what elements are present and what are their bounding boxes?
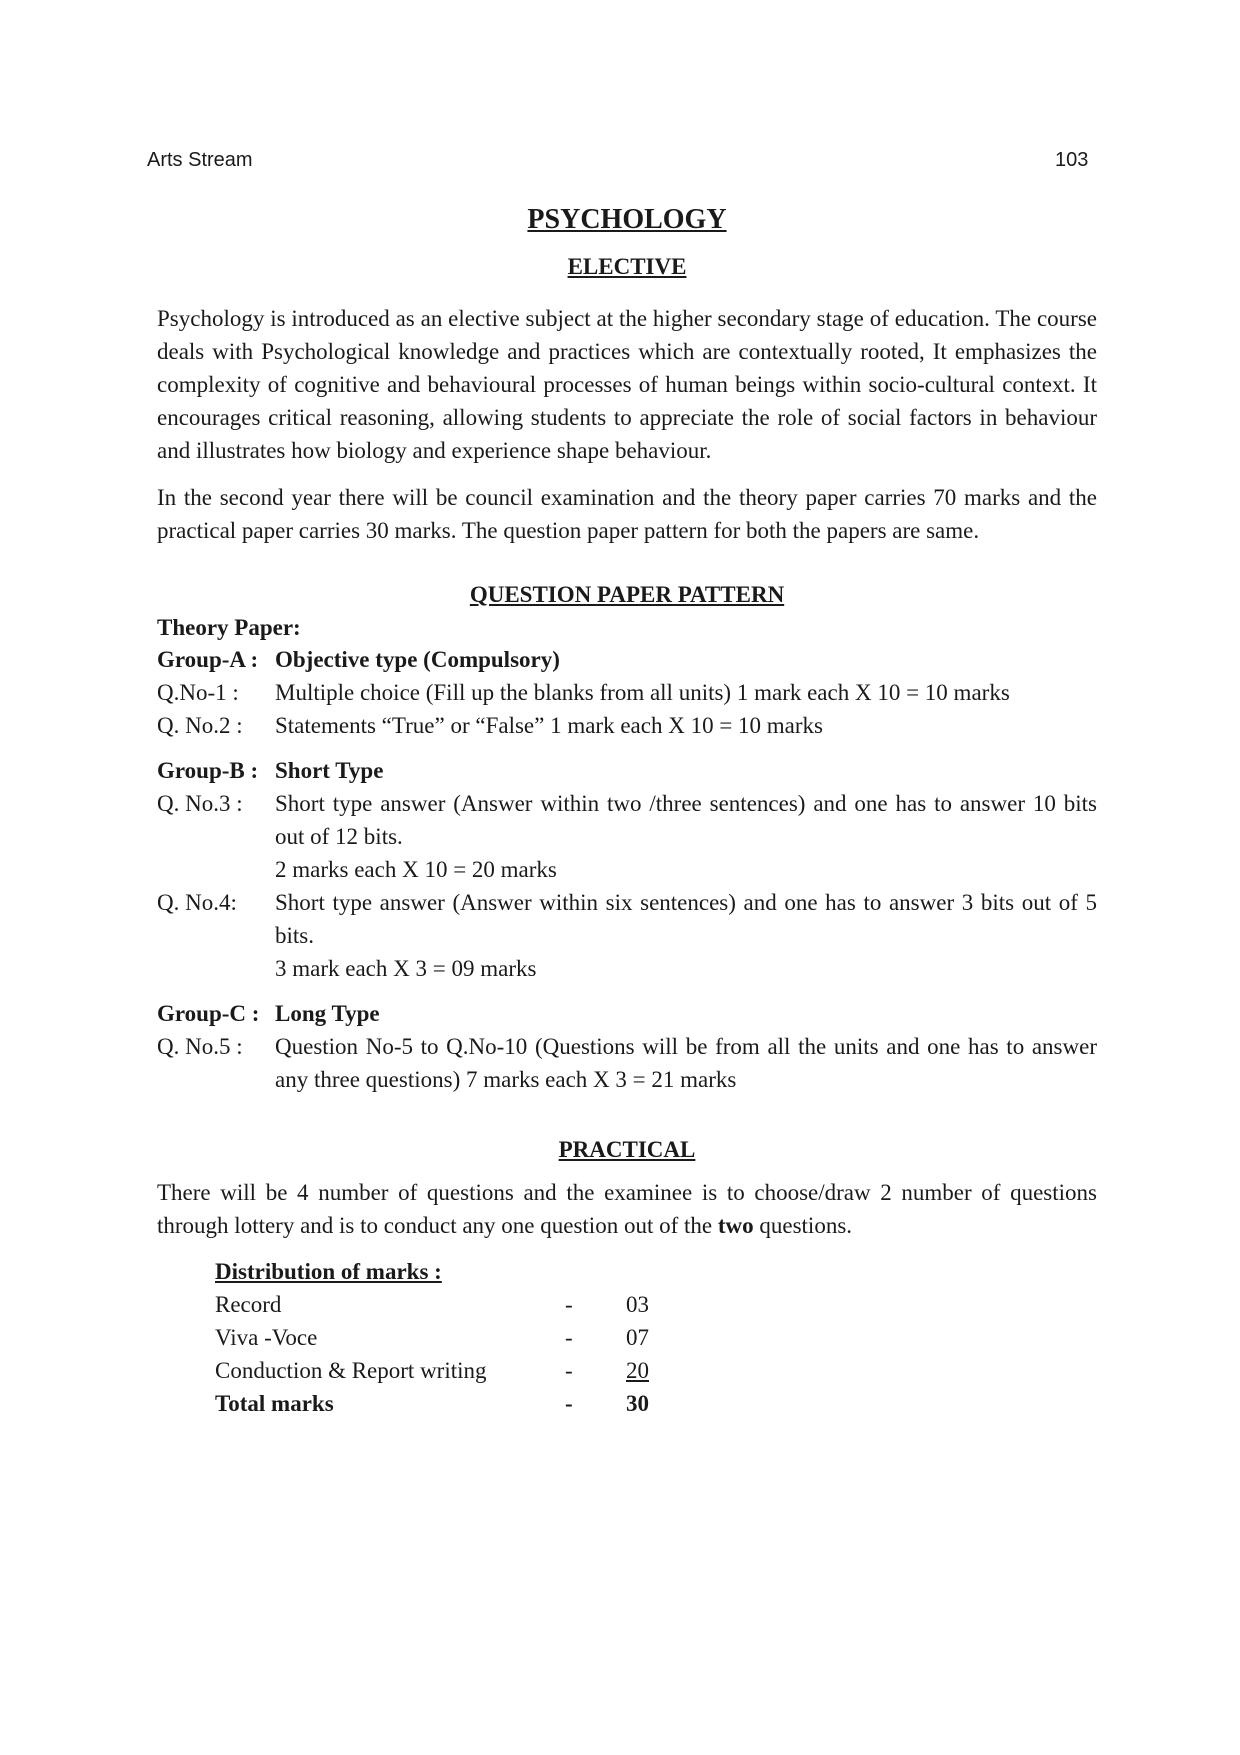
group-c-title: Long Type: [275, 1001, 380, 1026]
practical-text-after: questions.: [753, 1213, 853, 1238]
question-4-label: Q. No.4:: [157, 890, 237, 915]
running-header: Arts Stream: [147, 149, 253, 171]
group-a-label: Group-A :: [157, 647, 259, 672]
distribution-dash: -: [565, 1325, 573, 1350]
question-1-label: Q.No-1 :: [157, 680, 239, 705]
distribution-total-name: Total marks: [215, 1391, 334, 1416]
question-2-label: Q. No.2 :: [157, 713, 243, 738]
page-title: PSYCHOLOGY: [527, 204, 727, 235]
distribution-dash: -: [565, 1358, 573, 1383]
theory-paper-label: Theory Paper:: [157, 615, 301, 640]
distribution-dash: -: [565, 1292, 573, 1317]
practical-paragraph: [157, 1176, 1097, 1242]
question-4-marks: 3 mark each X 3 = 09 marks: [275, 956, 537, 981]
group-a-title: Objective type (Compulsory): [275, 647, 560, 672]
question-3-label: Q. No.3 :: [157, 791, 243, 816]
distribution-item-value: 20: [626, 1358, 649, 1383]
group-b-title: Short Type: [275, 758, 384, 783]
distribution-item-name: Viva -Voce: [215, 1325, 318, 1350]
question-4-text: Short type answer (Answer within six sentences) and one has to answer 3 bits out of 5 bits.: [275, 890, 1097, 948]
distribution-item-name: Conduction & Report writing: [215, 1358, 487, 1383]
question-2-text: Statements “True” or “False” 1 mark each X 10 = 10 marks: [275, 713, 824, 738]
practical-text-bold: two: [717, 1213, 754, 1238]
question-3-text: Short type answer (Answer within two /three sentences) and one has to answer 10 bits out of 12 bits.: [275, 791, 1097, 849]
section-heading-question-paper-pattern: QUESTION PAPER PATTERN: [469, 582, 785, 607]
distribution-item-value: 03: [626, 1292, 649, 1317]
question-3-marks: 2 marks each X 10 = 20 marks: [275, 857, 557, 882]
intro-paragraph-2: In the second year there will be council examination and the theory paper carries 70 marks and the practical paper carries 30 marks. The question paper pattern for both the papers are same.: [157, 485, 1097, 543]
distribution-row-record: [215, 1288, 715, 1321]
group-b-label: Group-B :: [157, 758, 259, 783]
distribution-row-conduction: [215, 1354, 715, 1387]
distribution-title: Distribution of marks :: [215, 1259, 442, 1284]
question-5-text: Question No-5 to Q.No-10 (Questions will be from all the units and one has to answer any three questions) 7 marks each X 3 = 21 marks: [275, 1034, 1097, 1092]
distribution-row-viva-voce: [215, 1321, 715, 1354]
intro-paragraph-1: Psychology is introduced as an elective subject at the higher secondary stage of education. The course deals with Psychological knowledge and practices which are contextually rooted, It emphasizes the complexity of cognitive and behavioural processes of human beings within socio-cultural context. It encourages critical reasoning, allowing students to appreciate the role of social factors in behaviour and illustrates how biology and experience shape behaviour.: [157, 306, 1097, 463]
question-1-text: Multiple choice (Fill up the blanks from all units) 1 mark each X 10 = 10 marks: [275, 680, 1010, 705]
question-5-label: Q. No.5 :: [157, 1034, 243, 1059]
distribution-item-value: 07: [626, 1325, 649, 1350]
distribution-total-value: 30: [626, 1391, 649, 1416]
section-heading-practical: PRACTICAL: [558, 1137, 696, 1162]
practical-text-before: There will be 4 number of questions and the examinee is to choose/draw 2 number of questions through lottery and is to conduct any one question out of the: [157, 1180, 1097, 1238]
distribution-item-name: Record: [215, 1292, 282, 1317]
page-subtitle: ELECTIVE: [567, 254, 687, 279]
page-number: 103: [1055, 149, 1089, 171]
distribution-row-total: [215, 1387, 715, 1420]
group-c-label: Group-C :: [157, 1001, 260, 1026]
distribution-dash: -: [565, 1391, 573, 1416]
